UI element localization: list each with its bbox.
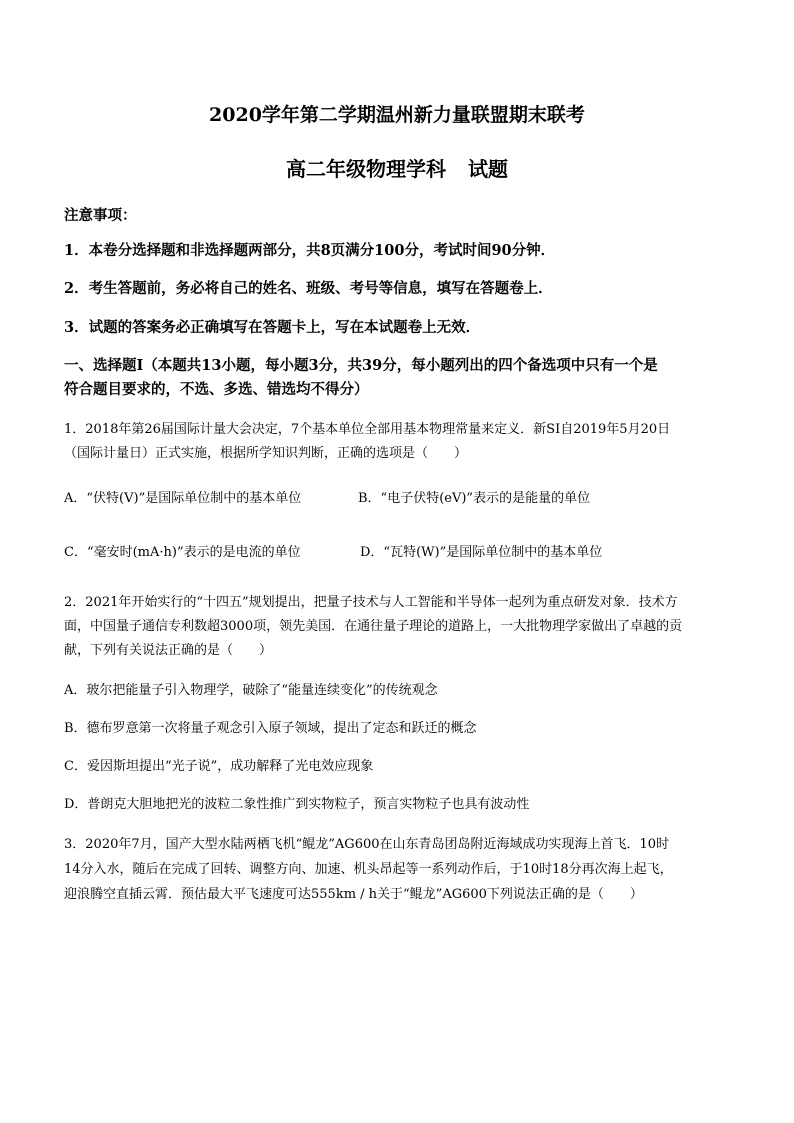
question-3-stem: 迎浪腾空直插云霄．预估最大平飞速度可达555km / h关于“鲲龙”AG600下列说法正确的是（ ）: [64, 887, 643, 902]
note-item: 2．考生答题前，务必将自己的姓名、班级、考号等信息，填写在答题卷上．: [64, 280, 553, 297]
exam-subtitle: [0, 153, 794, 182]
question-2-stem: 献，下列有关说法正确的是（ ）: [64, 643, 273, 658]
note-item: 1．本卷分选择题和非选择题两部分，共8页满分100分，考试时间90分钟．: [64, 242, 556, 259]
note-item: 3．试题的答案务必正确填写在答题卡上，写在本试题卷上无效．: [64, 319, 481, 336]
option-a: A．玻尔把能量子引入物理学，破除了“能量连续变化”的传统观念: [64, 683, 438, 698]
option-d: D．“瓦特(W)”是国际单位制中的基本单位: [360, 545, 603, 560]
option-c: C．爱因斯坦提出“光子说”，成功解释了光电效应现象: [64, 759, 374, 774]
option-b: B．“电子伏特(eV)”表示的是能量的单位: [358, 491, 591, 506]
question-2-stem: 2．2021年开始实行的“十四五”规划提出，把量子技术与人工智能和半导体一起列为重点研发对象．技术方: [64, 595, 678, 610]
option-a: A．“伏特(V)”是国际单位制中的基本单位: [64, 491, 302, 506]
option-d: D．普朗克大胆地把光的波粒二象性推广到实物粒子，预言实物粒子也具有波动性: [64, 797, 530, 812]
notes-heading: 注意事项：: [64, 207, 137, 224]
question-2-stem: 面，中国量子通信专利数超3000项，领先美国．在通往量子理论的道路上，一大批物理学家做出了卓越的贡: [64, 619, 683, 634]
paper-label: 试题: [468, 157, 508, 181]
question-1-stem: 1．2018年第26届国际计量大会决定，7个基本单位全部用基本物理常量来定义．新SI自2019年5月20日: [64, 422, 671, 437]
question-1-stem: （国际计量日）正式实施，根据所学知识判断，正确的选项是（ ）: [64, 446, 468, 461]
section-heading: 一、选择题Ⅰ（本题共13小题，每小题3分，共39分，每小题列出的四个备选项中只有一个是: [64, 357, 658, 374]
option-b: B．德布罗意第一次将量子观念引入原子领域，提出了定态和跃迁的概念: [64, 721, 477, 736]
question-3-stem: 14分入水，随后在完成了回转、调整方向、加速、机头昂起等一系列动作后，于10时18分再次海上起飞，: [64, 862, 673, 877]
option-c: C．“毫安时(mA·h)”表示的是电流的单位: [64, 545, 301, 560]
question-1-options-row: [64, 487, 591, 506]
question-3-stem: 3．2020年7月，国产大型水陆两栖飞机“鲲龙”AG600在山东青岛团岛附近海域成功实现海上首飞．10时: [64, 837, 670, 852]
question-1-options-row: [64, 541, 603, 560]
subject-label: 高二年级物理学科: [286, 157, 446, 181]
section-heading-cont: 符合题目要求的，不选、多选、错选均不得分）: [64, 381, 369, 398]
exam-title: 2020学年第二学期温州新力量联盟期末联考: [209, 104, 585, 126]
